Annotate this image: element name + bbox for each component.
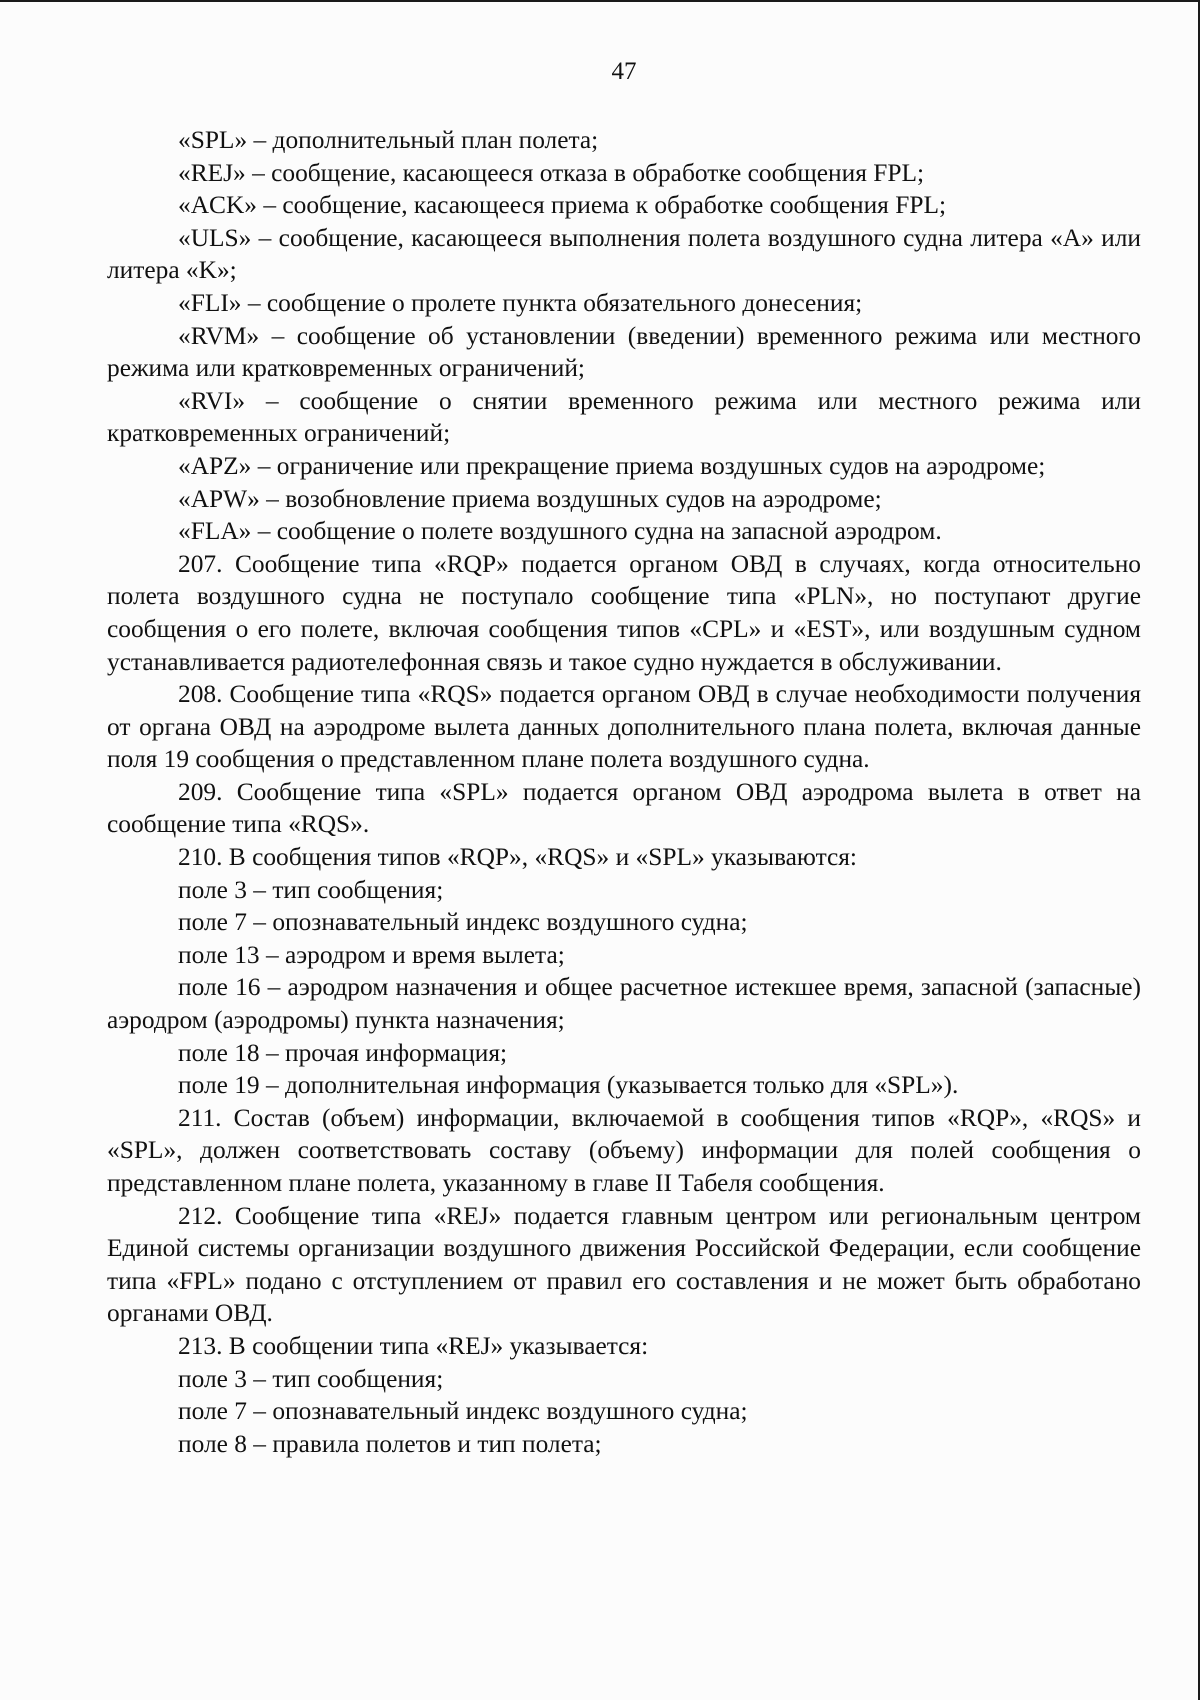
paragraph: 208. Сообщение типа «RQS» подается органом ОВД в случае необходимости получения от органа ОВД на аэродроме вылета данных дополнительного плана полета, включая данные поля 19 сообщения о представленном плане полета воздушного судна. [107,680,1141,774]
paragraph: «APW» – возобновление приема воздушных судов на аэродроме; [178,484,882,513]
paragraph: 211. Состав (объем) информации, включаемой в сообщения типов «RQP», «RQS» и «SPL», должен соответствовать составу (объему) информации для полей сообщения о представленном плане полета, указанному в главе II Табеля сообщения. [107,1103,1141,1197]
paragraph: «ACK» – сообщение, касающееся приема к обработке сообщения FPL; [178,191,947,220]
paragraph: 210. В сообщения типов «RQP», «RQS» и «SPL» указываются: [178,843,857,872]
paragraph: поле 13 – аэродром и время вылета; [178,940,565,969]
paragraph: «FLA» – сообщение о полете воздушного судна на запасной аэродром. [178,517,942,546]
paragraph: «SPL» – дополнительный план полета; [178,126,599,154]
paragraph: «APZ» – ограничение или прекращение приема воздушных судов на аэродроме; [178,451,1046,480]
paragraph: поле 7 – опознавательный индекс воздушного судна; [178,908,748,937]
paragraph: поле 19 – дополнительная информация (указывается только для «SPL»). [178,1071,959,1100]
paragraph: поле 16 – аэродром назначения и общее расчетное истекшее время, запасной (запасные) аэродром (аэродромы) пункта назначения; [107,973,1141,1035]
paragraph: «RVI» – сообщение о снятии временного режима или местного режима или кратковременных ограничений; [107,386,1141,448]
paragraph: «ULS» – сообщение, касающееся выполнения полета воздушного судна литера «A» или литера «K»; [107,223,1141,285]
paragraph: «FLI» – сообщение о пролете пункта обязательного донесения; [178,288,863,317]
paragraph: 207. Сообщение типа «RQP» подается органом ОВД в случаях, когда относительно полета воздушного судна не поступало сообщение типа «PLN», но поступают другие сообщения о его полете, включая сообщения типов «CPL» и «EST», или воздушным судном устанавливается радиотелефонная связь и такое судно нуждается в обслуживании. [107,549,1141,676]
scan-edge-top [0,0,1200,2]
paragraph: 209. Сообщение типа «SPL» подается органом ОВД аэродрома вылета в ответ на сообщение типа «RQS». [107,777,1141,839]
paragraph: «REJ» – сообщение, касающееся отказа в обработке сообщения FPL; [178,158,925,187]
paragraph: поле 3 – тип сообщения; [178,875,444,904]
page-number: 47 [611,58,637,85]
body-text [107,124,1141,1460]
paragraph: поле 8 – правила полетов и тип полета; [178,1429,602,1458]
paragraph: 212. Сообщение типа «REJ» подается главным центром или региональным центром Единой системы организации воздушного движения Российской Федерации, если сообщение типа «FPL» подано с отступлением от правил его составления и не может быть обработано органами ОВД. [107,1201,1141,1328]
paragraph: «RVM» – сообщение об установлении (введении) временного режима или местного режима или кратковременных ограничений; [107,321,1141,383]
paragraph: поле 18 – прочая информация; [178,1038,508,1067]
paragraph: 213. В сообщении типа «REJ» указывается: [178,1331,649,1360]
paragraph: поле 3 – тип сообщения; [178,1364,444,1393]
paragraph: поле 7 – опознавательный индекс воздушного судна; [178,1397,748,1426]
